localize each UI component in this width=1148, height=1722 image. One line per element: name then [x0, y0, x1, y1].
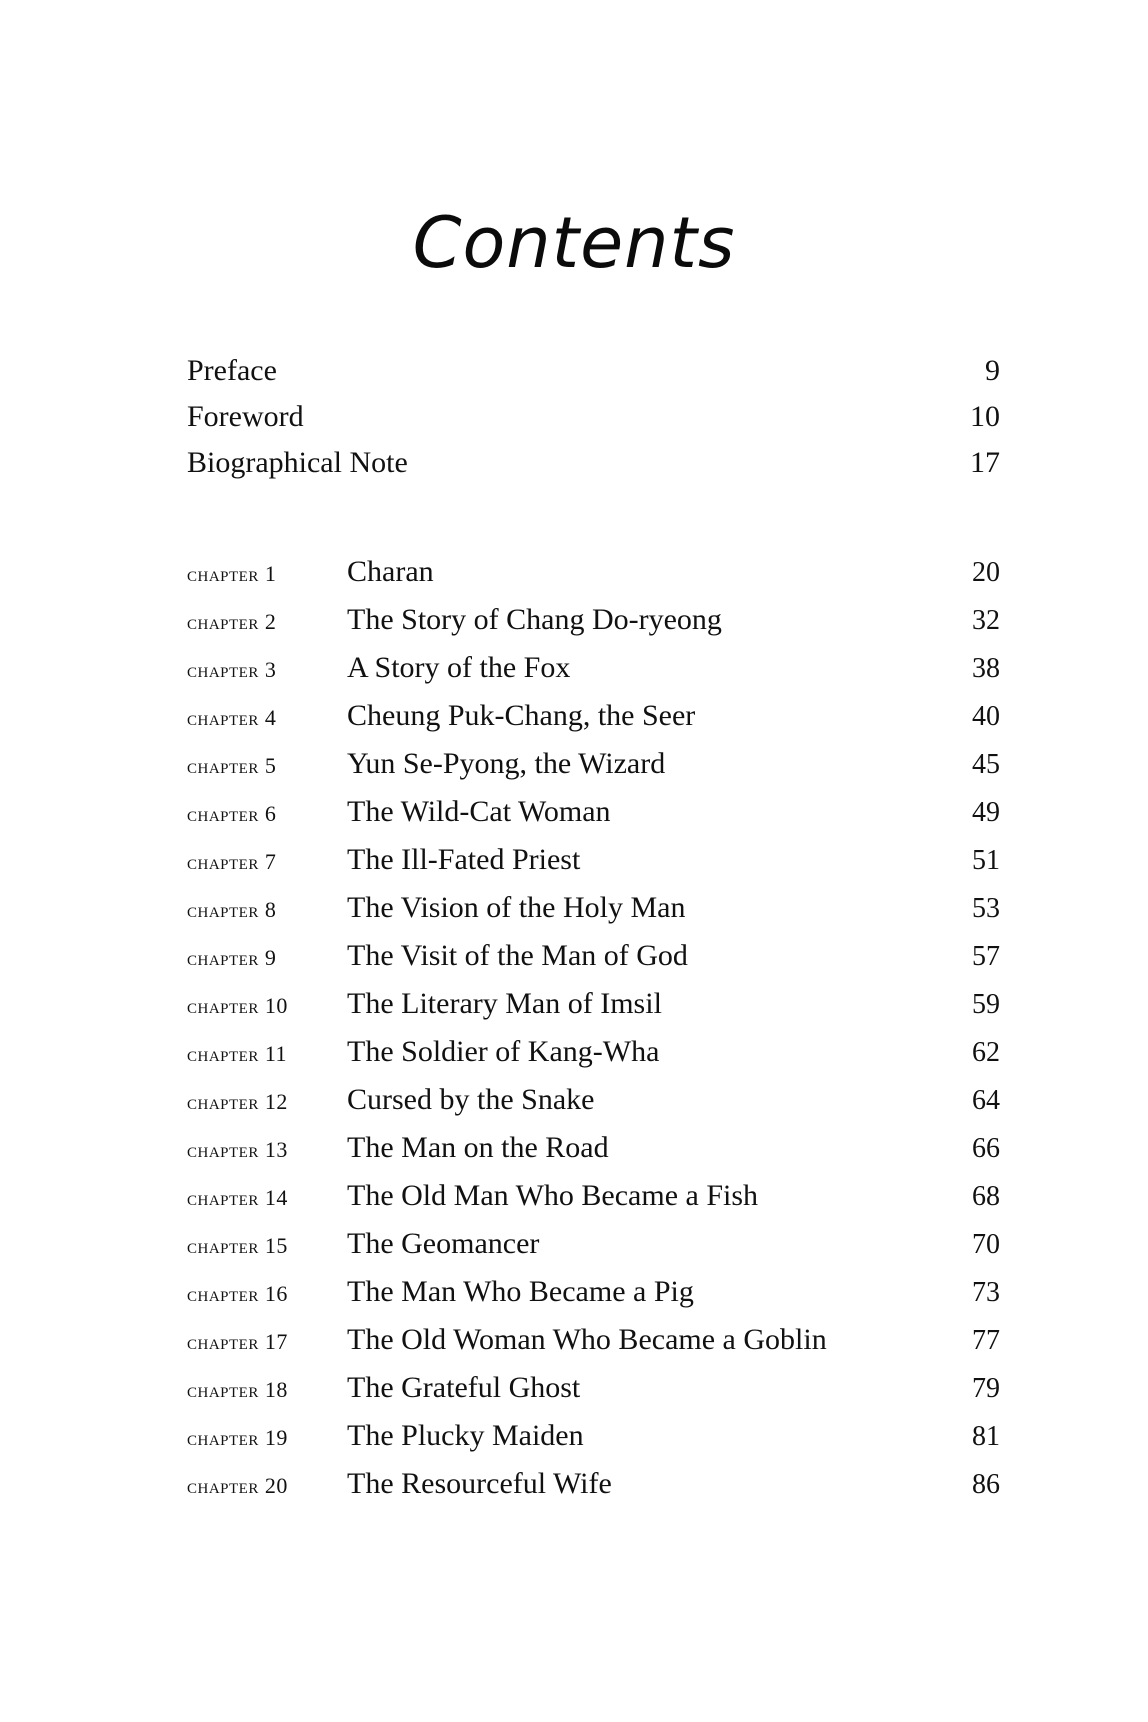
- chapter-item[interactable]: [187, 596, 1000, 644]
- chapter-item[interactable]: [187, 644, 1000, 692]
- chapter-number: chapter 10: [187, 993, 288, 1018]
- chapter-number: chapter 13: [187, 1137, 288, 1162]
- chapter-page: 86: [972, 1469, 1000, 1500]
- chapter-number: chapter 2: [187, 609, 277, 634]
- chapter-page: 79: [972, 1373, 1000, 1404]
- chapter-item[interactable]: [187, 1172, 1000, 1220]
- chapter-number: chapter 5: [187, 753, 277, 778]
- chapter-page: 62: [972, 1037, 1000, 1068]
- chapter-list: [187, 548, 1000, 1508]
- chapter-item[interactable]: [187, 980, 1000, 1028]
- chapter-title: Yun Se-Pyong, the Wizard: [347, 747, 666, 780]
- chapter-title: The Vision of the Holy Man: [347, 891, 686, 924]
- chapter-number: chapter 8: [187, 897, 277, 922]
- chapter-title: The Old Man Who Became a Fish: [347, 1179, 759, 1212]
- chapter-page: 68: [972, 1181, 1000, 1212]
- chapter-item[interactable]: [187, 1316, 1000, 1364]
- chapter-number: chapter 16: [187, 1281, 288, 1306]
- front-matter-label: Foreword: [187, 400, 304, 433]
- chapter-number: chapter 1: [187, 561, 277, 586]
- chapter-page: 40: [972, 701, 1000, 732]
- chapter-page: 57: [972, 941, 1000, 972]
- front-matter-item[interactable]: [187, 394, 1000, 440]
- chapter-number: chapter 18: [187, 1377, 288, 1402]
- chapter-page: 64: [972, 1085, 1000, 1116]
- front-matter-page: 9: [985, 354, 1000, 387]
- chapter-page: 70: [972, 1229, 1000, 1260]
- chapter-number: chapter 12: [187, 1089, 288, 1114]
- page-title: Contents: [412, 202, 736, 284]
- chapter-number: chapter 17: [187, 1329, 288, 1354]
- chapter-page: 66: [972, 1133, 1000, 1164]
- chapter-title: The Wild-Cat Woman: [347, 795, 611, 828]
- chapter-title: The Man Who Became a Pig: [347, 1275, 694, 1308]
- chapter-title: The Resourceful Wife: [347, 1467, 612, 1500]
- chapter-item[interactable]: [187, 932, 1000, 980]
- chapter-item[interactable]: [187, 836, 1000, 884]
- chapter-title: Charan: [347, 555, 434, 588]
- chapter-item[interactable]: [187, 1028, 1000, 1076]
- front-matter-item[interactable]: [187, 348, 1000, 394]
- chapter-item[interactable]: [187, 884, 1000, 932]
- chapter-title: The Story of Chang Do-ryeong: [347, 603, 722, 636]
- chapter-item[interactable]: [187, 1412, 1000, 1460]
- chapter-title: The Man on the Road: [347, 1131, 609, 1164]
- chapter-title: The Geomancer: [347, 1227, 540, 1260]
- chapter-page: 45: [972, 749, 1000, 780]
- chapter-title: The Visit of the Man of God: [347, 939, 688, 972]
- chapter-page: 77: [972, 1325, 1000, 1356]
- chapter-title: The Grateful Ghost: [347, 1371, 581, 1404]
- chapter-number: chapter 4: [187, 705, 277, 730]
- chapter-item[interactable]: [187, 1076, 1000, 1124]
- chapter-item[interactable]: [187, 1460, 1000, 1508]
- chapter-number: chapter 11: [187, 1041, 288, 1066]
- chapter-number: chapter 6: [187, 801, 277, 826]
- chapter-item[interactable]: [187, 1364, 1000, 1412]
- front-matter-label: Biographical Note: [187, 446, 408, 479]
- chapter-title: A Story of the Fox: [347, 651, 571, 684]
- chapter-item[interactable]: [187, 1220, 1000, 1268]
- chapter-page: 38: [972, 653, 1000, 684]
- chapter-title: Cursed by the Snake: [347, 1083, 595, 1116]
- front-matter-item[interactable]: [187, 440, 1000, 486]
- chapter-item[interactable]: [187, 1268, 1000, 1316]
- chapter-number: chapter 20: [187, 1473, 288, 1498]
- chapter-page: 20: [972, 557, 1000, 588]
- chapter-number: chapter 15: [187, 1233, 288, 1258]
- chapter-title: The Old Woman Who Became a Goblin: [347, 1323, 827, 1356]
- chapter-page: 59: [972, 989, 1000, 1020]
- chapter-item[interactable]: [187, 548, 1000, 596]
- chapter-number: chapter 9: [187, 945, 277, 970]
- chapter-number: chapter 3: [187, 657, 277, 682]
- chapter-number: chapter 19: [187, 1425, 288, 1450]
- chapter-page: 73: [972, 1277, 1000, 1308]
- chapter-page: 81: [972, 1421, 1000, 1452]
- chapter-page: 49: [972, 797, 1000, 828]
- chapter-page: 53: [972, 893, 1000, 924]
- chapter-title: The Plucky Maiden: [347, 1419, 584, 1452]
- front-matter-page: 10: [970, 400, 1000, 433]
- front-matter-label: Preface: [187, 354, 277, 387]
- front-matter-page: 17: [970, 446, 1000, 479]
- chapter-title: The Literary Man of Imsil: [347, 987, 662, 1020]
- chapter-item[interactable]: [187, 788, 1000, 836]
- chapter-page: 32: [972, 605, 1000, 636]
- chapter-number: chapter 7: [187, 849, 277, 874]
- chapter-title: The Ill-Fated Priest: [347, 843, 581, 876]
- chapter-item[interactable]: [187, 1124, 1000, 1172]
- front-matter-list: [187, 348, 1000, 486]
- chapter-item[interactable]: [187, 740, 1000, 788]
- chapter-item[interactable]: [187, 692, 1000, 740]
- chapter-title: Cheung Puk-Chang, the Seer: [347, 699, 696, 732]
- chapter-title: The Soldier of Kang-Wha: [347, 1035, 660, 1068]
- chapter-number: chapter 14: [187, 1185, 288, 1210]
- chapter-page: 51: [972, 845, 1000, 876]
